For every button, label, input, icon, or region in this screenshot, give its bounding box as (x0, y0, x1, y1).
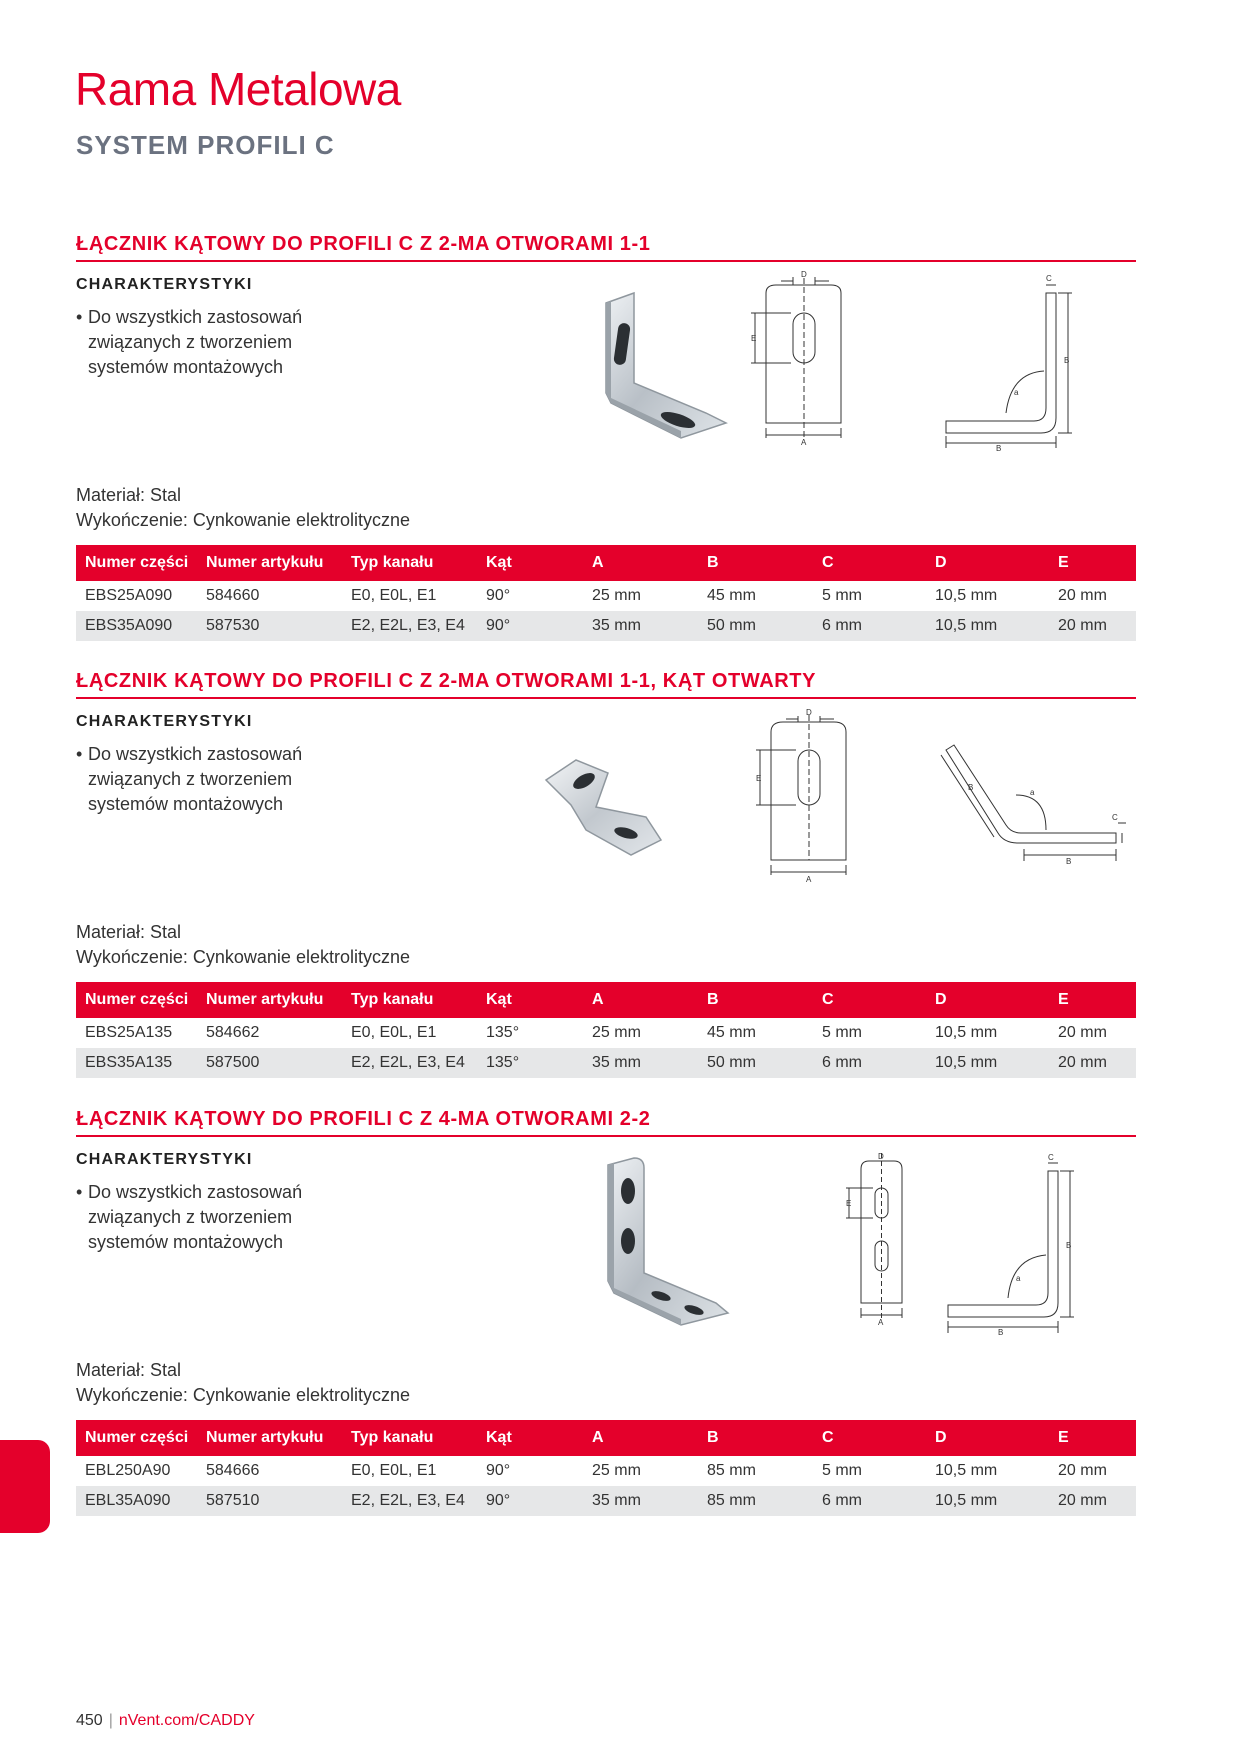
feature-bullet: • Do wszystkich zastosowań związanych z tworzeniem systemów montażowych (76, 744, 303, 814)
svg-text:E: E (751, 334, 757, 343)
material-text: Materiał: Stal Wykończenie: Cynkowanie elektrolityczne (76, 485, 410, 530)
dimension-drawing-front (846, 1153, 926, 1328)
svg-text:D: D (806, 708, 812, 717)
section-title: ŁĄCZNIK KĄTOWY DO PROFILI C Z 2-MA OTWORAMI 1-1, KĄT OTWARTY (76, 670, 1136, 699)
dimension-drawing-side (948, 1153, 1078, 1337)
svg-text:A: A (878, 1318, 884, 1327)
svg-text:D: D (801, 270, 807, 279)
material-text: Materiał: Stal Wykończenie: Cynkowanie elektrolityczne (76, 922, 410, 967)
product-section-1 (76, 233, 1136, 643)
page-number: 450 (76, 1712, 103, 1729)
svg-text:B: B (996, 444, 1002, 453)
table-header-row: Numer części Numer artykułu Typ kanału Kąt A B C D E (76, 545, 1136, 581)
svg-text:C: C (1112, 813, 1118, 822)
svg-text:C: C (1046, 274, 1052, 283)
feature-bullet: • Do wszystkich zastosowań związanych z tworzeniem systemów montażowych (76, 1182, 303, 1252)
footer-separator: | (108, 1712, 113, 1729)
svg-text:B: B (1066, 1241, 1072, 1250)
svg-text:B: B (1064, 356, 1070, 365)
table-row: EBL250A90 584666 E0, E0L, E1 90° 25 mm 85 mm 5 mm 10,5 mm 20 mm (85, 1462, 1107, 1479)
table-header-row: Numer części Numer artykułu Typ kanału Kąt A B C D E (76, 982, 1136, 1018)
dimension-drawing-front (756, 710, 876, 885)
svg-text:C: C (1048, 1153, 1054, 1162)
svg-text:B: B (998, 1328, 1004, 1337)
svg-text:B: B (968, 783, 974, 792)
product-photo (526, 745, 746, 865)
characteristics-heading: CHARAKTERYSTYKI (76, 276, 253, 293)
svg-text:D: D (878, 1152, 884, 1161)
product-section-2 (76, 670, 1136, 1080)
characteristics-heading: CHARAKTERYSTYKI (76, 713, 253, 730)
table-row: EBL35A090 587510 E2, E2L, E3, E4 90° 35 mm 85 mm 6 mm 10,5 mm 20 mm (76, 1486, 1136, 1516)
spec-table (76, 1420, 1136, 1516)
svg-text:B: B (1066, 857, 1072, 866)
svg-text:a: a (1016, 1274, 1021, 1283)
product-photo (516, 1153, 756, 1353)
table-row: EBS25A090 584660 E0, E0L, E1 90° 25 mm 45 mm 5 mm 10,5 mm 20 mm (85, 587, 1107, 604)
spec-table (76, 545, 1136, 641)
svg-text:a: a (1030, 788, 1035, 797)
section-title: ŁĄCZNIK KĄTOWY DO PROFILI C Z 2-MA OTWORAMI 1-1 (76, 233, 1136, 262)
svg-text:A: A (806, 875, 812, 884)
table-row: EBS35A090 587530 E2, E2L, E3, E4 90° 35 mm 50 mm 6 mm 10,5 mm 20 mm (76, 611, 1136, 641)
product-photo (516, 273, 756, 463)
dimension-drawing-front (751, 270, 871, 448)
characteristics-heading: CHARAKTERYSTYKI (76, 1151, 253, 1168)
section-title: ŁĄCZNIK KĄTOWY DO PROFILI C Z 4-MA OTWORAMI 2-2 (76, 1108, 1136, 1137)
table-row: EBS25A135 584662 E0, E0L, E1 135° 25 mm 45 mm 5 mm 10,5 mm 20 mm (85, 1024, 1107, 1041)
table-header-row: Numer części Numer artykułu Typ kanału Kąt A B C D E (76, 1420, 1136, 1456)
svg-text:E: E (846, 1199, 852, 1208)
product-section-3 (76, 1108, 1136, 1518)
page-subtitle: SYSTEM PROFILI C (76, 130, 335, 160)
dimension-drawing-side (946, 273, 1076, 453)
svg-text:A: A (801, 438, 807, 447)
svg-text:a: a (1014, 388, 1019, 397)
feature-bullet: • Do wszystkich zastosowań związanych z tworzeniem systemów montażowych (76, 307, 303, 377)
spec-table (76, 982, 1136, 1078)
chapter-tab-marker (0, 1440, 50, 1533)
page-title: Rama Metalowa (75, 63, 401, 115)
table-row: EBS35A135 587500 E2, E2L, E3, E4 135° 35 mm 50 mm 6 mm 10,5 mm 20 mm (76, 1048, 1136, 1078)
material-text: Materiał: Stal Wykończenie: Cynkowanie elektrolityczne (76, 1360, 410, 1405)
dimension-drawing-side (936, 745, 1126, 865)
page-footer (76, 1712, 255, 1730)
footer-link[interactable]: nVent.com/CADDY (118, 1712, 255, 1729)
svg-text:E: E (756, 774, 762, 783)
